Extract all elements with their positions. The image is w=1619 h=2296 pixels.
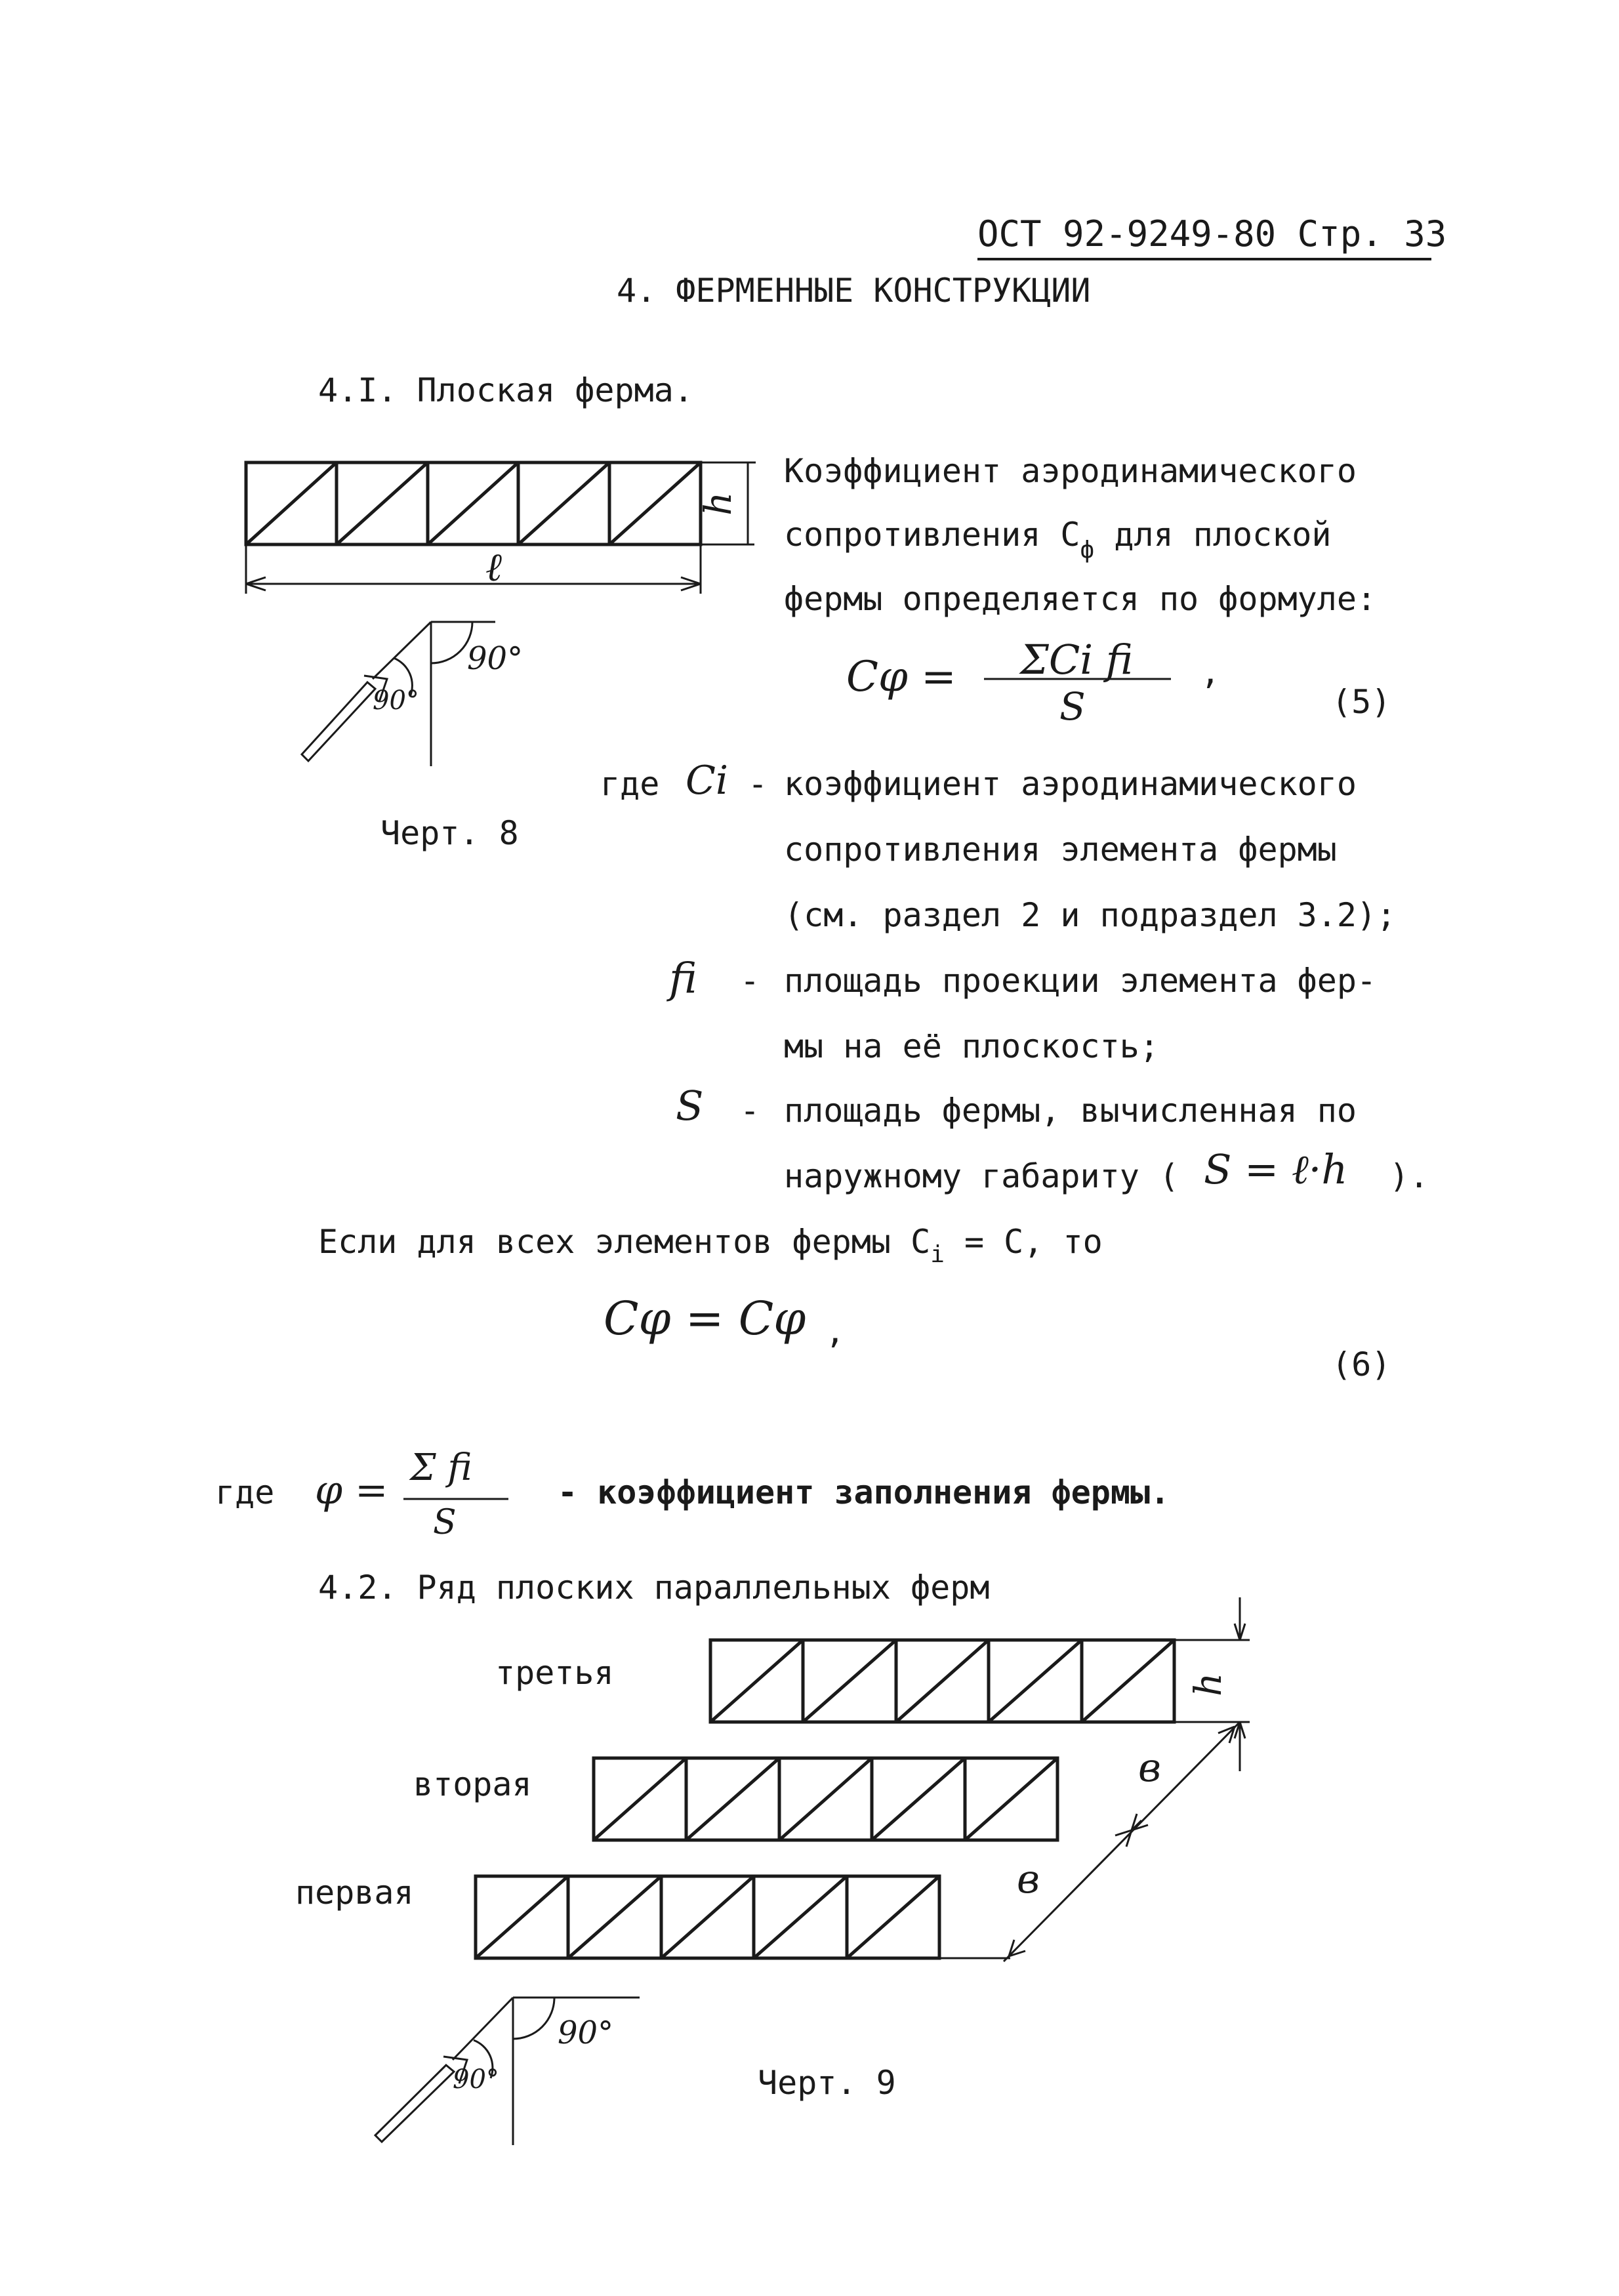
- where-label: где: [600, 765, 660, 803]
- def-fi-line-2: мы на её плоскость;: [784, 1027, 1159, 1065]
- phi-description: - коэффициент заполнения фермы.: [558, 1473, 1170, 1511]
- truss-label-second: вторая: [413, 1765, 532, 1803]
- def-s-line-2: наружному габариту (: [784, 1157, 1179, 1195]
- phi-numerator: Σ fi: [410, 1446, 472, 1489]
- fig8-label-h: h: [697, 491, 741, 516]
- formula-5-denominator: S: [1059, 684, 1086, 729]
- def-ci-line-2: сопротивления элемента фермы: [784, 830, 1337, 869]
- figure-8-caption: Черт. 8: [380, 814, 519, 852]
- formula-5-number: (5): [1332, 683, 1391, 721]
- phi-lhs: φ =: [315, 1467, 388, 1513]
- truss-third: [710, 1640, 1174, 1722]
- phi-where: где: [215, 1473, 275, 1511]
- def-symbol-s: S: [676, 1082, 704, 1130]
- formula-5-lhs: Сφ =: [846, 653, 956, 701]
- subsection-title-4-1: 4.I. Плоская ферма.: [318, 371, 693, 409]
- fig8-angle-90-upper: 90°: [467, 640, 523, 677]
- fig8-label-l: ℓ: [485, 544, 502, 590]
- def-dash-fi: -: [740, 962, 760, 1000]
- subsection-title-4-2: 4.2. Ряд плоских параллельных ферм: [318, 1568, 990, 1607]
- def-ci-line-3: (см. раздел 2 и подраздел 3.2);: [784, 896, 1397, 934]
- truss-first: [476, 1876, 939, 1958]
- figure-9-caption: Черт. 9: [758, 2064, 896, 2102]
- section-title: 4. ФЕРМЕННЫЕ КОНСТРУКЦИИ: [617, 272, 1091, 310]
- formula-5-numerator: ΣCi fi: [1020, 636, 1134, 684]
- def-s-close: ).: [1389, 1157, 1429, 1195]
- formula-6: Сφ = Сφ: [604, 1292, 806, 1345]
- def-fi-line-1: площадь проекции элемента фер-: [784, 962, 1377, 1000]
- fig9-label-h: h: [1187, 1672, 1231, 1697]
- intro-line-3: фермы определяется по формуле:: [784, 580, 1377, 618]
- fig8-angle-90-lower: 90°: [373, 686, 419, 716]
- def-s-line-1: площадь фермы, вычисленная по: [784, 1092, 1357, 1130]
- def-ci-line-1: коэффициент аэродинамического: [784, 765, 1357, 803]
- truss-second: [594, 1758, 1057, 1840]
- phi-denominator: S: [433, 1503, 457, 1542]
- formula-6-number: (6): [1332, 1345, 1391, 1384]
- fig9-angle-90-lower: 90°: [453, 2064, 499, 2095]
- fig9-angle-90-upper: 90°: [558, 2015, 614, 2051]
- def-symbol-fi: fi: [669, 954, 697, 1003]
- def-dash-s: -: [740, 1092, 760, 1130]
- truss-label-first: первая: [295, 1874, 414, 1912]
- truss-label-third: третья: [495, 1654, 614, 1692]
- document-code: ОСТ 92-9249-80 Стр. 33: [977, 213, 1447, 255]
- def-dash-ci: -: [748, 765, 768, 803]
- def-s-formula: S = ℓ·h: [1204, 1145, 1348, 1193]
- intro-line-2: сопротивления $С_ф$ для плоской: [784, 516, 1332, 564]
- if-all-elements-text: Если для всех элементов фермы $C_i = С$, то: [318, 1223, 1103, 1268]
- formula-6-comma: ,: [825, 1313, 846, 1351]
- intro-line-1: Коэффициент аэродинамического: [784, 452, 1357, 490]
- def-symbol-ci: Ci: [686, 758, 729, 804]
- formula-5-comma: ,: [1200, 653, 1221, 691]
- fig9-label-b-lower: в: [1017, 1856, 1040, 1902]
- fig9-label-b-upper: в: [1138, 1745, 1161, 1791]
